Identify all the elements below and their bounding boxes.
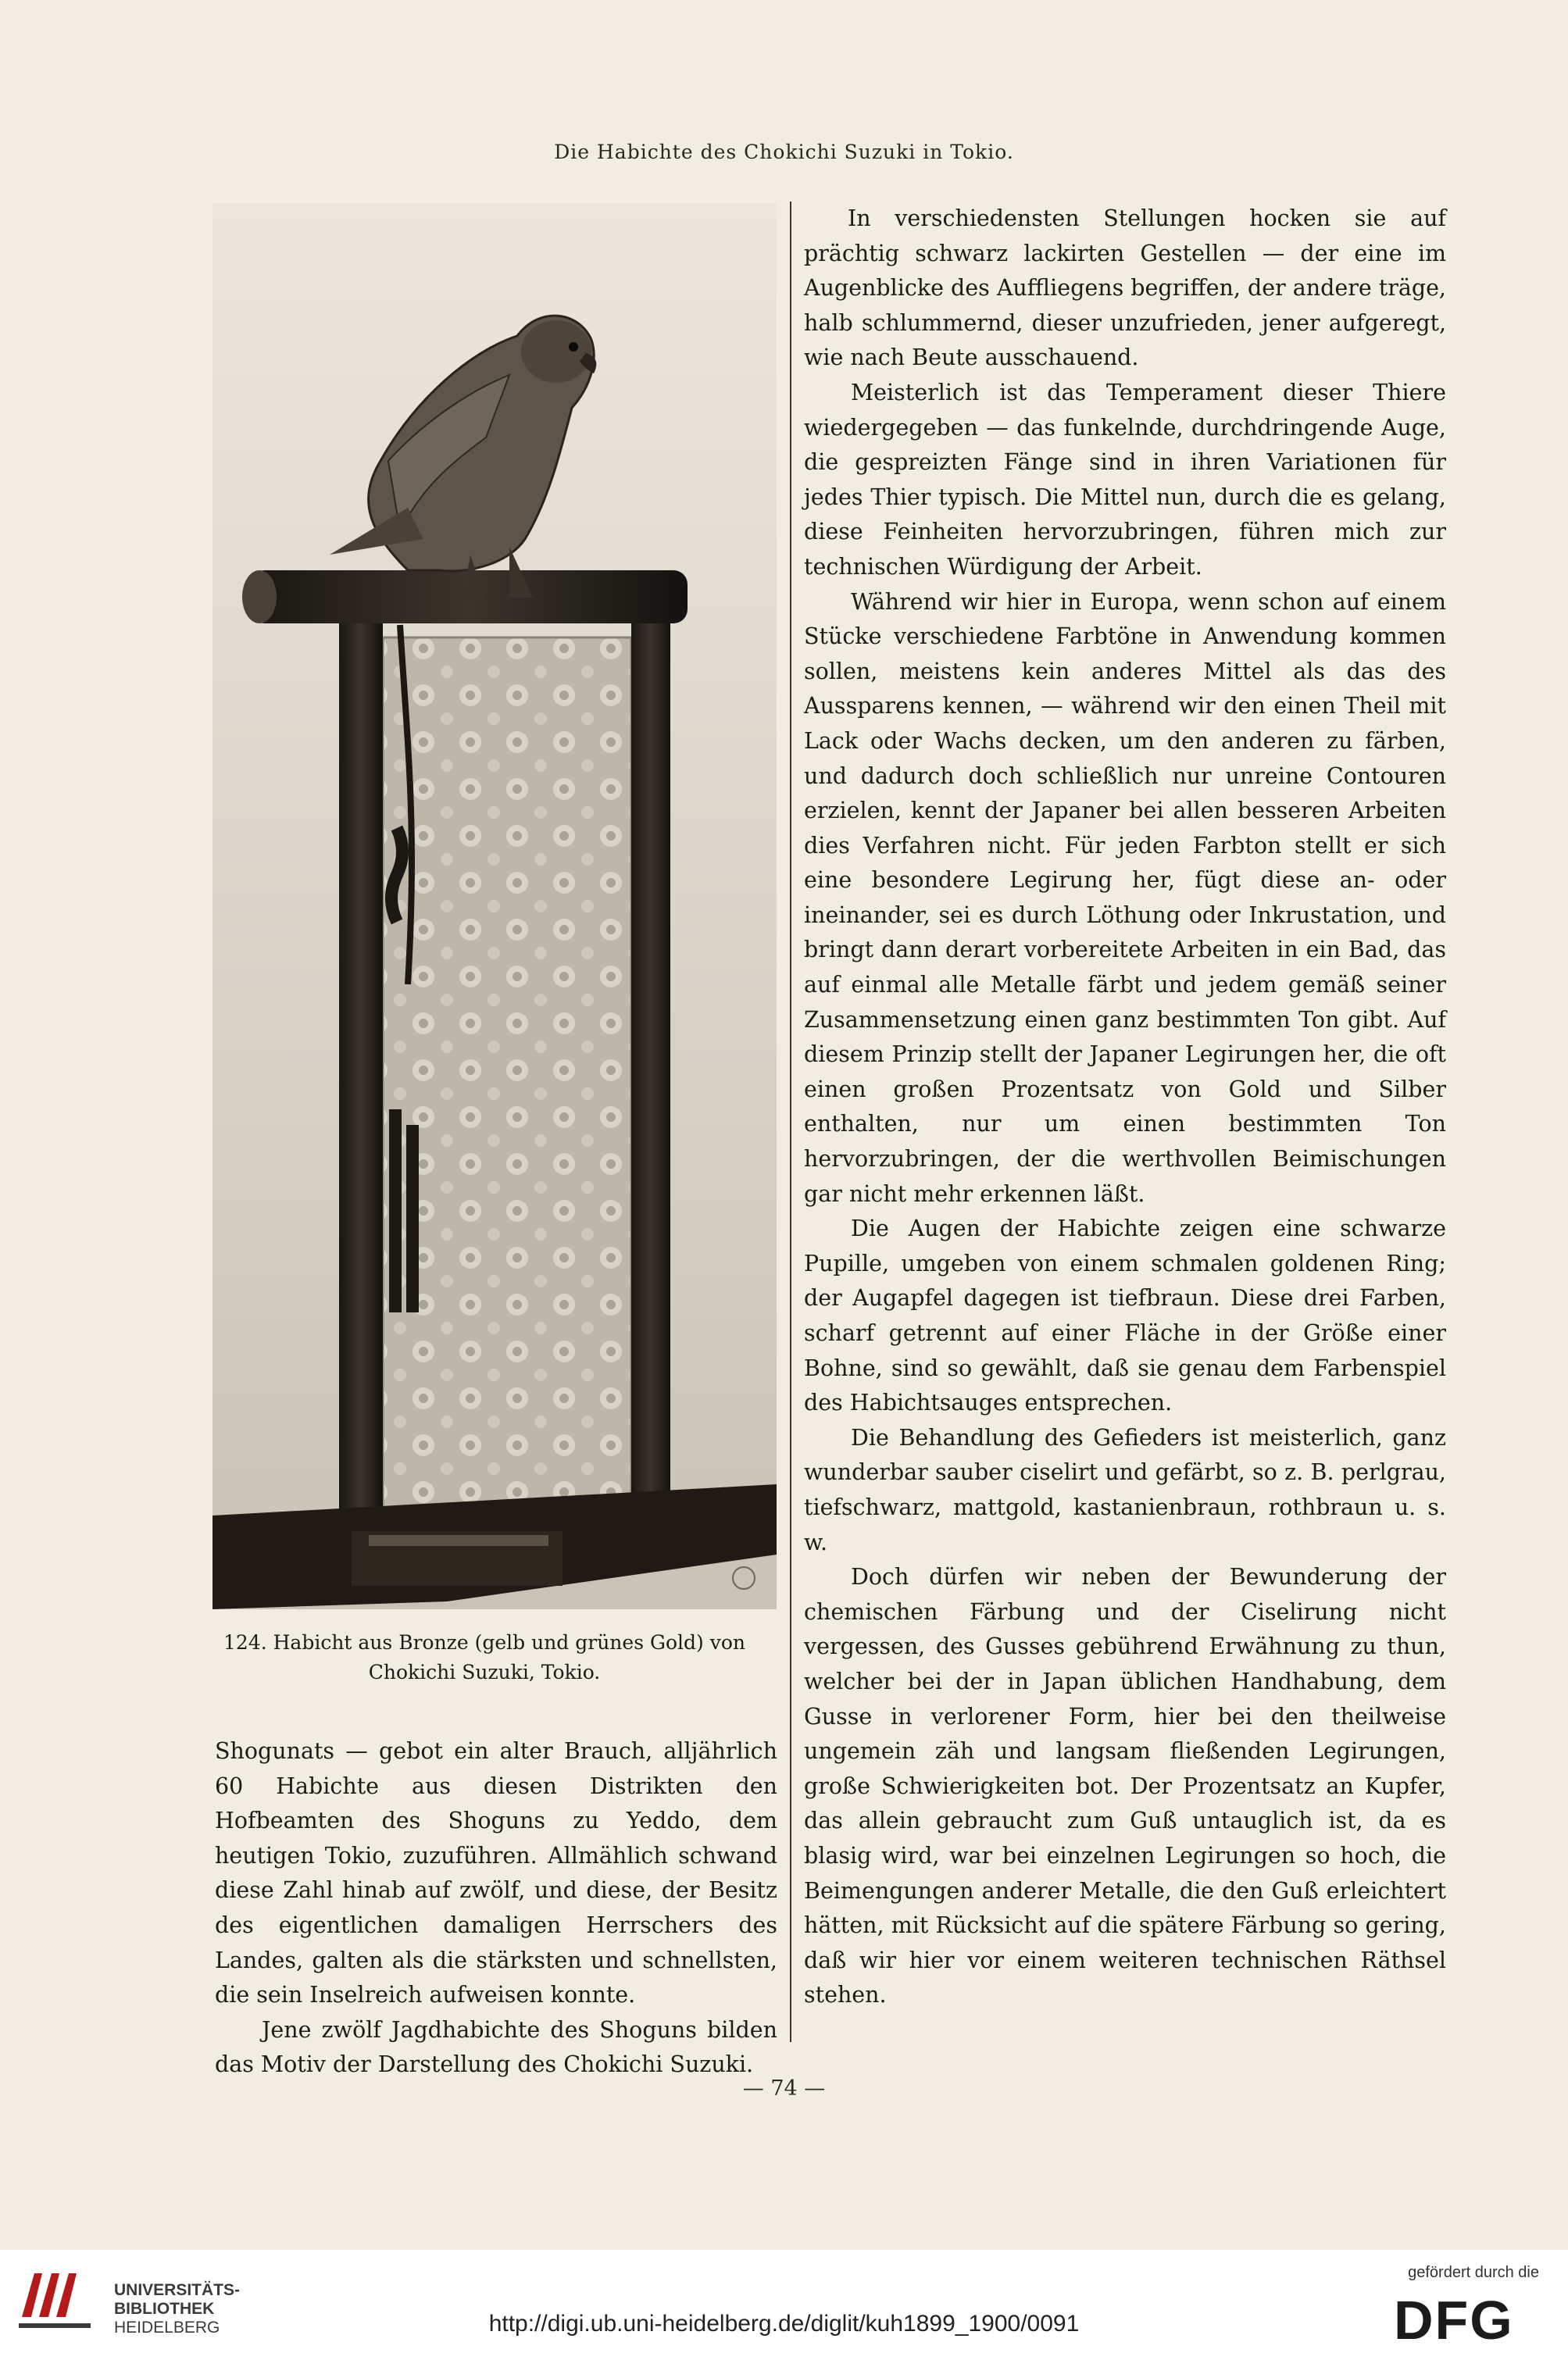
running-head: Die Habichte des Chokichi Suzuki in Tokio. xyxy=(554,141,1014,163)
hawk-photograph xyxy=(213,203,777,1609)
paragraph: Meisterlich ist das Temperament dieser Thiere wiedergegeben — das funkelnde, durchdringende Auge, die gespreizten Fänge sind in ihren Variationen für jedes Thier typisch. Die Mittel nun, durch die es gelang, diese Feinheiten hervorzubringen, führen mich zur technischen Würdigung der Arbeit. xyxy=(804,379,1446,580)
library-line-1: UNIVERSITÄTS- xyxy=(114,2281,241,2299)
figure-caption xyxy=(188,1628,781,1687)
caption-line-1: 124. Habicht aus Bronze (gelb und grünes Gold) von xyxy=(223,1631,745,1654)
paragraph: Die Behandlung des Gefieders ist meisterlich, ganz wunderbar sauber ciselirt und gefärbt, so z. B. perlgrau, tiefschwarz, mattgold, kastanienbraun, rothbraun u. s. w. xyxy=(804,1424,1446,1555)
right-column xyxy=(804,202,1446,2013)
paragraph: Während wir hier in Europa, wenn schon auf einem Stücke verschiedene Farbtöne in Anwendung kommen sollen, meistens kein anderes Mittel als das des Aussparens kennen, — während wir den einen Theil mit Lack oder Wachs decken, um den anderen zu färben, und dadurch doch schließlich nur unreine Contouren erzielen, kennt der Japaner bei allen besseren Arbeiten dies Verfahren nicht. Für jeden Farbton stellt er sich eine besondere Legirung her, fügt diese an- oder ineinander, sei es durch Löthung oder Inkrustation, und bringt dann derart vorbereitete Arbeiten in ein Bad, das auf einmal alle Metalle färbt und jedem gemäß seiner Zusammensetzung einen ganz bestimmten Ton gibt. Auf diesem Prinzip stellt der Japaner Legirungen her, die oft einen großen Prozentsatz von Gold und Silber enthalten, nur um einen bestimmten Ton hervorzubringen, der die werthvollen Beimischungen gar nicht mehr erkennen läßt. xyxy=(804,588,1446,1207)
page-number: — 74 — xyxy=(742,2076,826,2101)
paragraph: Doch dürfen wir neben der Bewunderung der chemischen Färbung und der Ciselirung nicht vergessen, des Gusses gebührend Erwähnung zu thun, welcher bei der in Japan üblichen Handhabung, dem Gusse in verlorener Form, hier bei den theilweise ungemein zäh und langsam fließenden Legirungen, große Schwierigkeiten bot. Der Prozentsatz an Kupfer, das allein gebraucht zum Guß untauglich ist, da es blasig wird, war bei einzelnen Legirungen so hoch, die Beimengungen anderer Metalle, die den Guß erleichtert hätten, mit Rücksicht auf die spätere Färbung so gering, daß wir hier vor einem weiteren technischen Räthsel stehen. xyxy=(804,1564,1446,2008)
dfg-logo: DFG xyxy=(1394,2290,1514,2351)
paragraph: Jene zwölf Jagdhabichte des Shoguns bilden das Motiv der Darstellung des Chokichi Suzuki. xyxy=(215,2016,777,2078)
paragraph: In verschiedensten Stellungen hocken sie auf prächtig schwarz lackirten Gestellen — der eine im Augenblicke des Auffliegens begriffen, der andere träge, halb schlummernd, dieser unzufrieden, jener aufgeregt, wie nach Beute ausschauend. xyxy=(804,205,1446,371)
caption-line-2: Chokichi Suzuki, Tokio. xyxy=(368,1661,601,1683)
left-column xyxy=(215,1734,777,2083)
library-line-3: HEIDELBERG xyxy=(114,2319,220,2337)
column-divider xyxy=(790,202,791,2042)
hawk-illustration xyxy=(213,203,777,1609)
library-line-2: BIBLIOTHEK xyxy=(114,2300,215,2318)
permalink-url[interactable]: http://digi.ub.uni-heidelberg.de/diglit/kuh1899_1900/0091 xyxy=(488,2311,1080,2337)
paragraph: Shogunats — gebot ein alter Brauch, alljährlich 60 Habichte aus diesen Distrikten den Hofbeamten des Shoguns zu Yeddo, dem heutigen Tokio, zuzuführen. Allmählich schwand diese Zahl hinab auf zwölf, und diese, der Besitz des eigentlichen damaligen Herrschers des Landes, galten als die stärksten und schnellsten, die sein Inselreich aufweisen konnte. xyxy=(215,1738,777,2008)
funding-label: gefördert durch die xyxy=(1408,2264,1539,2281)
paragraph: Die Augen der Habichte zeigen eine schwarze Pupille, umgeben von einem schmalen goldenen Ring; der Augapfel dagegen ist tiefbraun. Diese drei Farben, scharf getrennt auf einer Fläche in der Größe einer Bohne, sind so gewählt, daß sie genau dem Farbenspiel des Habichtsauges entsprechen. xyxy=(804,1216,1446,1416)
